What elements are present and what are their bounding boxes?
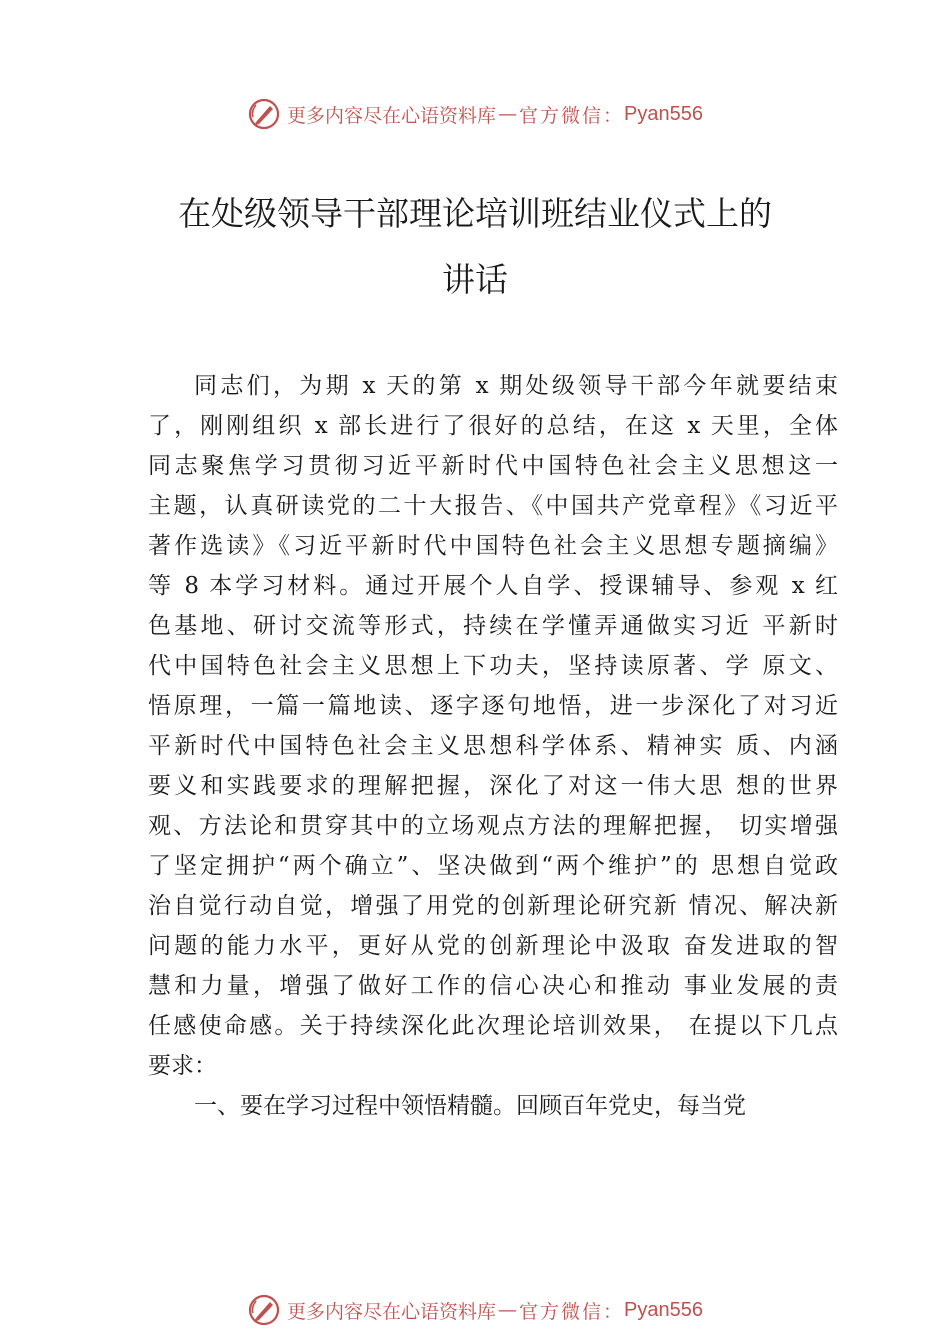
- body-line: 问题的能力水平，更好从党的创新理论中汲取 奋发进取的智: [148, 933, 838, 959]
- body-line: 同志聚焦学习贯彻习近平新时代中国特色社会主义思想这一: [148, 453, 838, 479]
- body-line: 悟原理，一篇一篇地读、逐字逐句地悟，进一步深化了对习近: [148, 693, 838, 719]
- header-banner: [0, 94, 950, 134]
- document-title-line-2: 讲话: [442, 260, 508, 299]
- body-line: 主题，认真研读党的二十大报告、《中国共产党章程》《习近平: [148, 493, 838, 519]
- banner-library-text: 更多内容尽在心语资料库: [287, 104, 497, 127]
- banner-separator: —: [498, 1299, 518, 1321]
- body-line: 慧和力量，增强了做好工作的信心决心和推动 事业发展的责: [148, 973, 838, 999]
- document-body: [148, 366, 838, 1126]
- banner-wechat-id: Pyan556: [624, 1298, 703, 1321]
- pen-logo-icon: [247, 97, 281, 131]
- body-line: 色基地、研讨交流等形式，持续在学懂弄通做实习近 平新时: [148, 613, 838, 639]
- body-line: 著作选读》《习近平新时代中国特色社会主义思想专题摘编》: [148, 533, 838, 559]
- banner-library-text: 更多内容尽在心语资料库: [287, 1300, 497, 1323]
- body-line: 同志们，为期 x 天的第 x 期处级领导干部今年就要结束: [194, 373, 838, 399]
- body-line: 等 8 本学习材料。通过开展个人自学、授课辅导、参观 x 红: [148, 573, 838, 599]
- body-line: 代中国特色社会主义思想上下功夫，坚持读原著、学 原文、: [148, 653, 838, 679]
- footer-banner: [0, 1290, 950, 1330]
- body-line: 治自觉行动自觉，增强了用党的创新理论研究新 情况、解决新: [148, 893, 838, 919]
- pen-logo-icon: [247, 1293, 281, 1327]
- banner-wechat-id: Pyan556: [624, 102, 703, 125]
- body-line: 平新时代中国特色社会主义思想科学体系、精神实 质、内涵: [148, 733, 838, 759]
- body-line: 了坚定拥护“两个确立”、坚决做到“两个维护”的 思想自觉政: [148, 853, 838, 879]
- body-line: 一、要在学习过程中领悟精髓。回顾百年党史，每当党: [194, 1093, 746, 1119]
- body-line: 要求：: [148, 1053, 217, 1079]
- body-line: 要义和实践要求的理解把握，深化了对这一伟大思 想的世界: [148, 773, 838, 799]
- body-line: 观、方法论和贯穿其中的立场观点方法的理解把握， 切实增强: [148, 813, 838, 839]
- body-line: 任感使命感。关于持续深化此次理论培训效果， 在提以下几点: [148, 1013, 838, 1039]
- banner-wechat-label: 官方微信：: [519, 104, 625, 127]
- document-title-line-1: 在处级领导干部理论培训班结业仪式上的: [178, 194, 772, 233]
- body-line: 了，刚刚组织 x 部长进行了很好的总结，在这 x 天里，全体: [148, 413, 838, 439]
- banner-separator: —: [498, 103, 518, 125]
- banner-wechat-label: 官方微信：: [519, 1300, 625, 1323]
